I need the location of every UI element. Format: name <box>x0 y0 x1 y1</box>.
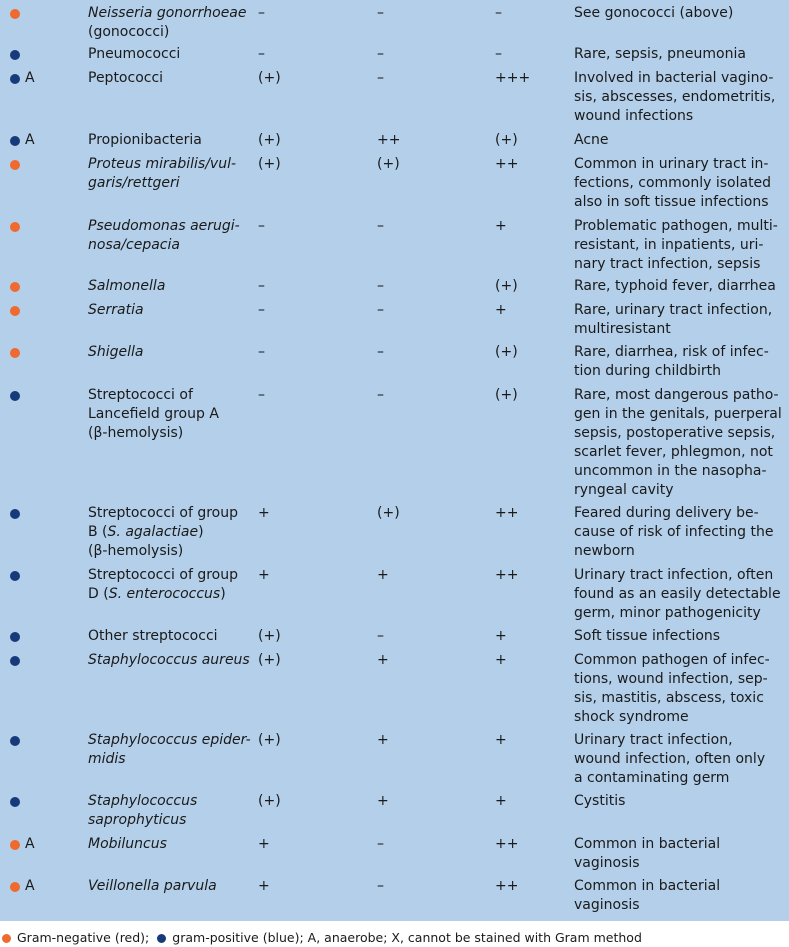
remarks-line: Rare, sepsis, pneumonia <box>574 46 746 62</box>
organism-name-line: Veillonella parvula <box>88 878 217 894</box>
organism-name <box>88 4 247 42</box>
remarks-line: Common in bacterial <box>574 878 721 894</box>
frequency-col2: – <box>377 218 384 234</box>
remarks <box>574 155 771 212</box>
remarks <box>574 835 720 873</box>
frequency-col2: – <box>377 278 384 294</box>
frequency-col2: – <box>377 70 384 86</box>
organism-name <box>88 731 251 769</box>
frequency-col2: – <box>377 628 384 644</box>
anaerobe-marker: A <box>25 70 35 86</box>
remarks-line: Urinary tract infection, <box>574 732 733 748</box>
remarks <box>574 386 782 500</box>
remarks-line: Problematic pathogen, multi- <box>574 218 778 234</box>
organism-name-line: (β-hemolysis) <box>88 425 184 441</box>
remarks-line: Urinary tract infection, often <box>574 567 774 583</box>
organism-name <box>88 131 202 150</box>
organism-name-line: Staphylococcus aureus <box>88 652 250 668</box>
gram-positive-dot-icon <box>10 571 20 581</box>
remarks-line: also in soft tissue infections <box>574 194 769 210</box>
remarks-line: vaginosis <box>574 855 640 871</box>
remarks <box>574 4 733 23</box>
anaerobe-marker: A <box>25 132 35 148</box>
frequency-col3: + <box>495 732 507 748</box>
remarks <box>574 651 770 727</box>
frequency-col3: – <box>495 5 502 21</box>
frequency-col3: +++ <box>495 70 531 86</box>
organism-name <box>88 301 144 320</box>
frequency-col2: – <box>377 836 384 852</box>
remarks-line: Acne <box>574 132 609 148</box>
frequency-col3: – <box>495 46 502 62</box>
frequency-col3: ++ <box>495 505 519 521</box>
remarks <box>574 45 746 64</box>
frequency-col1: – <box>258 278 265 294</box>
gram-negative-dot-icon <box>10 222 20 232</box>
organism-name <box>88 627 218 646</box>
organism-name-line: (β-hemolysis) <box>88 543 184 559</box>
frequency-col1: (+) <box>258 793 281 809</box>
frequency-col2: + <box>377 567 389 583</box>
organism-name <box>88 566 238 604</box>
gram-positive-dot-icon <box>157 934 166 943</box>
gram-negative-dot-icon <box>2 934 11 943</box>
remarks-line: Feared during delivery be- <box>574 505 759 521</box>
species-name: S. agalactiae <box>107 524 199 540</box>
frequency-col1: (+) <box>258 156 281 172</box>
remarks-line: Common pathogen of infec- <box>574 652 770 668</box>
gram-positive-dot-icon <box>10 74 20 84</box>
organism-name <box>88 69 163 88</box>
remarks-line: vaginosis <box>574 897 640 913</box>
remarks-line: Cystitis <box>574 793 626 809</box>
frequency-col2: – <box>377 344 384 360</box>
remarks-line: multiresistant <box>574 321 671 337</box>
gram-positive-dot-icon <box>10 50 20 60</box>
organism-name <box>88 877 217 896</box>
remarks-line: Rare, typhoid fever, diarrhea <box>574 278 776 294</box>
gram-positive-dot-icon <box>10 509 20 519</box>
frequency-col3: (+) <box>495 344 518 360</box>
frequency-col2: (+) <box>377 505 400 521</box>
remarks <box>574 277 776 296</box>
remarks-line: sis, abscesses, endometritis, <box>574 89 776 105</box>
remarks-line: uncommon in the nasopha- <box>574 463 767 479</box>
organism-name <box>88 651 250 670</box>
organism-name <box>88 277 165 296</box>
gram-positive-dot-icon <box>10 797 20 807</box>
frequency-col1: – <box>258 302 265 318</box>
gram-negative-dot-icon <box>10 840 20 850</box>
frequency-col1: (+) <box>258 132 281 148</box>
organism-name-line: (gonococci) <box>88 24 170 40</box>
organism-name <box>88 155 236 193</box>
gram-positive-dot-icon <box>10 656 20 666</box>
remarks-line: shock syndrome <box>574 709 689 725</box>
organism-name-line: garis/rettgeri <box>88 175 180 191</box>
organism-name-line: Pseudomonas aerugi- <box>88 218 240 234</box>
remarks-line: Rare, urinary tract infection, <box>574 302 773 318</box>
frequency-col1: + <box>258 567 270 583</box>
remarks-line: nary tract infection, sepsis <box>574 256 761 272</box>
organism-name-line: Mobiluncus <box>88 836 167 852</box>
frequency-col3: ++ <box>495 878 519 894</box>
organism-name-line: Serratia <box>88 302 144 318</box>
organism-name-line: Neisseria gonorrhoeae <box>88 5 247 21</box>
remarks <box>574 566 781 623</box>
frequency-col1: – <box>258 5 265 21</box>
gram-negative-dot-icon <box>10 282 20 292</box>
frequency-col1: (+) <box>258 70 281 86</box>
legend-negative-label: Gram-negative (red); <box>17 930 150 945</box>
organism-name <box>88 792 197 830</box>
organism-name <box>88 217 240 255</box>
frequency-col3: ++ <box>495 156 519 172</box>
remarks <box>574 504 773 561</box>
frequency-col3: + <box>495 218 507 234</box>
anaerobe-marker: A <box>25 878 35 894</box>
gram-negative-dot-icon <box>10 348 20 358</box>
frequency-col3: + <box>495 628 507 644</box>
remarks-line: found as an easily detectable <box>574 586 781 602</box>
frequency-col2: + <box>377 732 389 748</box>
remarks-line: resistant, in inpatients, uri- <box>574 237 764 253</box>
organism-name-line: Staphylococcus <box>88 793 198 809</box>
organism-name <box>88 386 219 443</box>
frequency-col3: (+) <box>495 278 518 294</box>
remarks-line: tions, wound infection, sep- <box>574 671 768 687</box>
gram-positive-dot-icon <box>10 632 20 642</box>
remarks-line: Involved in bacterial vagino- <box>574 70 774 86</box>
organism-name-line: Shigella <box>88 344 144 360</box>
remarks-line: newborn <box>574 543 635 559</box>
frequency-col3: (+) <box>495 387 518 403</box>
legend-positive-label: gram-positive (blue); A, anaerobe; X, cannot be stained with Gram method <box>172 930 642 945</box>
frequency-col1: + <box>258 836 270 852</box>
remarks-line: a contaminating germ <box>574 770 730 786</box>
gram-negative-dot-icon <box>10 9 20 19</box>
remarks-line: sepsis, postoperative sepsis, <box>574 425 776 441</box>
remarks-line: wound infection, often only <box>574 751 766 767</box>
remarks <box>574 877 720 915</box>
remarks-line: ryngeal cavity <box>574 482 674 498</box>
remarks-line: Common in bacterial <box>574 836 721 852</box>
organism-name <box>88 343 144 362</box>
frequency-col1: – <box>258 218 265 234</box>
organism-name-line: Propionibacteria <box>88 132 202 148</box>
organism-name-line: Streptococci of group <box>88 567 238 583</box>
remarks <box>574 131 609 150</box>
gram-negative-dot-icon <box>10 160 20 170</box>
remarks-line: Common in urinary tract in- <box>574 156 769 172</box>
gram-positive-dot-icon <box>10 391 20 401</box>
remarks <box>574 217 778 274</box>
remarks-line: germ, minor pathogenicity <box>574 605 761 621</box>
frequency-col2: + <box>377 793 389 809</box>
frequency-col1: (+) <box>258 652 281 668</box>
frequency-col3: ++ <box>495 836 519 852</box>
organism-name-line: nosa/cepacia <box>88 237 180 253</box>
organism-name-line: Lancefield group A <box>88 406 219 422</box>
frequency-col1: + <box>258 878 270 894</box>
frequency-col2: – <box>377 387 384 403</box>
organism-name-line: saprophyticus <box>88 812 187 828</box>
gram-negative-dot-icon <box>10 306 20 316</box>
remarks <box>574 627 720 646</box>
frequency-col3: + <box>495 302 507 318</box>
frequency-col1: – <box>258 344 265 360</box>
remarks <box>574 792 625 811</box>
remarks-line: wound infections <box>574 108 694 124</box>
remarks-line: Rare, most dangerous patho- <box>574 387 779 403</box>
remarks-line: tion during childbirth <box>574 363 722 379</box>
frequency-col3: ++ <box>495 567 519 583</box>
organism-name <box>88 835 167 854</box>
organism-name-line: Staphylococcus epider- <box>88 732 251 748</box>
organism-name-line: midis <box>88 751 126 767</box>
frequency-col3: + <box>495 652 507 668</box>
organism-name-line: Other streptococci <box>88 628 218 644</box>
frequency-col1: + <box>258 505 270 521</box>
remarks <box>574 731 765 788</box>
remarks-line: Soft tissue infections <box>574 628 721 644</box>
organism-name-line: Streptococci of group <box>88 505 238 521</box>
frequency-col2: – <box>377 46 384 62</box>
anaerobe-marker: A <box>25 836 35 852</box>
organism-name-line: Salmonella <box>88 278 166 294</box>
organism-name <box>88 45 180 64</box>
frequency-col3: + <box>495 793 507 809</box>
frequency-col1: (+) <box>258 732 281 748</box>
organism-name-line: Peptococci <box>88 70 164 86</box>
frequency-col1: – <box>258 387 265 403</box>
organism-name-line: Proteus mirabilis/vul- <box>88 156 237 172</box>
organism-name-line: Pneumococci <box>88 46 181 62</box>
remarks <box>574 69 775 126</box>
frequency-col2: (+) <box>377 156 400 172</box>
frequency-col2: – <box>377 878 384 894</box>
legend <box>0 928 789 947</box>
frequency-col2: ++ <box>377 132 401 148</box>
species-name: S. enterococcus <box>108 586 221 602</box>
remarks-line: sis, mastitis, abscess, toxic <box>574 690 764 706</box>
frequency-col1: – <box>258 46 265 62</box>
remarks-line: scarlet fever, phlegmon, not <box>574 444 773 460</box>
remarks <box>574 301 772 339</box>
frequency-col3: (+) <box>495 132 518 148</box>
frequency-col2: – <box>377 5 384 21</box>
organism-name <box>88 504 238 561</box>
remarks-line: Rare, diarrhea, risk of infec- <box>574 344 769 360</box>
remarks-line: fections, commonly isolated <box>574 175 772 191</box>
remarks <box>574 343 769 381</box>
remarks-line: cause of risk of infecting the <box>574 524 774 540</box>
organism-name-line: Streptococci of <box>88 387 193 403</box>
remarks-line: See gonococci (above) <box>574 5 734 21</box>
organism-name-line: D (S. enterococcus) <box>88 586 226 602</box>
frequency-col1: (+) <box>258 628 281 644</box>
gram-positive-dot-icon <box>10 736 20 746</box>
organism-name-line: B (S. agalactiae) <box>88 524 204 540</box>
frequency-col2: + <box>377 652 389 668</box>
remarks-line: gen in the genitals, puerperal <box>574 406 782 422</box>
gram-positive-dot-icon <box>10 136 20 146</box>
frequency-col2: – <box>377 302 384 318</box>
gram-negative-dot-icon <box>10 882 20 892</box>
